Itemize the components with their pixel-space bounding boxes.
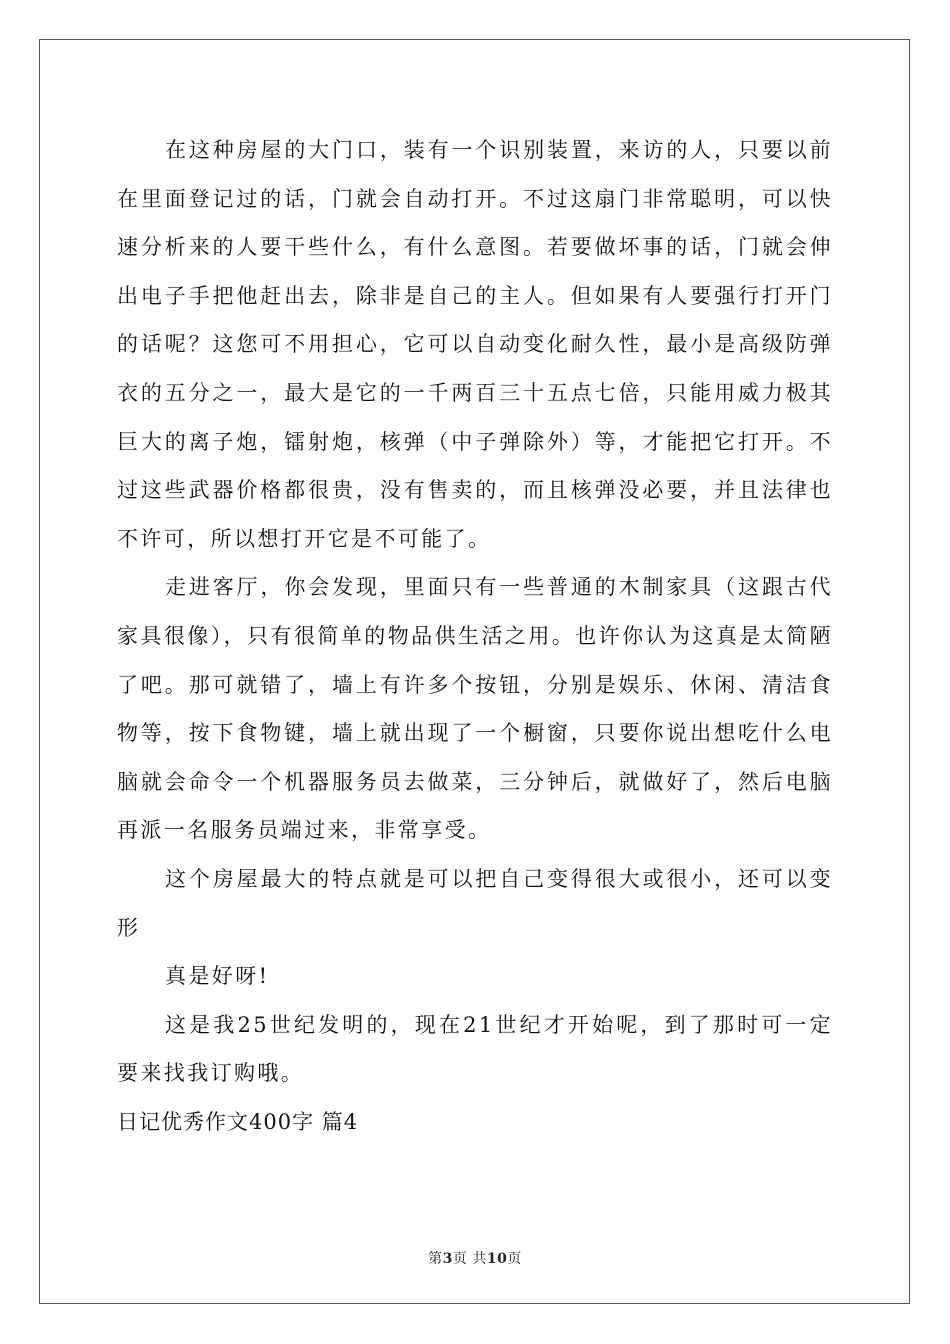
document-body [117,126,833,1146]
paragraph-feature: 这个房屋最大的特点就是可以把自己变得很大或很小，还可以变形 [117,866,833,940]
paragraph-living-room: 走进客厅，你会发现，里面只有一些普通的木制家具（这跟古代家具很像），只有很简单的物品供生活之用。也许你认为这真是太简陋了吧。那可就错了，墙上有许多个按钮，分别是娱乐、休闲、清洁食物等，按下食物键，墙上就出现了一个橱窗，只要你说出想吃什么电脑就会命令一个机器服务员去做菜，三分钟后，就做好了，然后电脑再派一名服务员端过来，非常享受。 [117,575,833,843]
paragraph-door: 在这种房屋的大门口，装有一个识别装置，来访的人，只要以前在里面登记过的话，门就会自动打开。不过这扇门非常聪明，可以快速分析来的人要干些什么，有什么意图。若要做坏事的话，门就会伸出电子手把他赶出去，除非是自己的主人。但如果有人要强行打开门的话呢？这您可不用担心，它可以自动变化耐久性，最小是高级防弹衣的五分之一，最大是它的一千两百三十五点七倍，只能用威力极其巨大的离子炮，镭射炮，核弹（中子弹除外）等，才能把它打开。不过这些武器价格都很贵，没有售卖的，而且核弹没必要，并且法律也不许可，所以想打开它是不可能了。 [117,138,833,551]
paragraph-invention: 这是我25世纪发明的，现在21世纪才开始呢，到了那时可一定要来找我订购哦。 [117,1012,833,1086]
paragraph-exclaim: 真是好呀! [165,964,270,989]
section-heading: 日记优秀作文400字 篇4 [117,1109,359,1134]
footer-prefix: 第 [428,1251,443,1267]
page-footer [0,1248,950,1268]
footer-total-pages: 10 [486,1251,508,1267]
footer-middle: 页 共 [452,1251,487,1267]
footer-current-page: 3 [442,1251,453,1267]
footer-suffix: 页 [507,1251,522,1267]
